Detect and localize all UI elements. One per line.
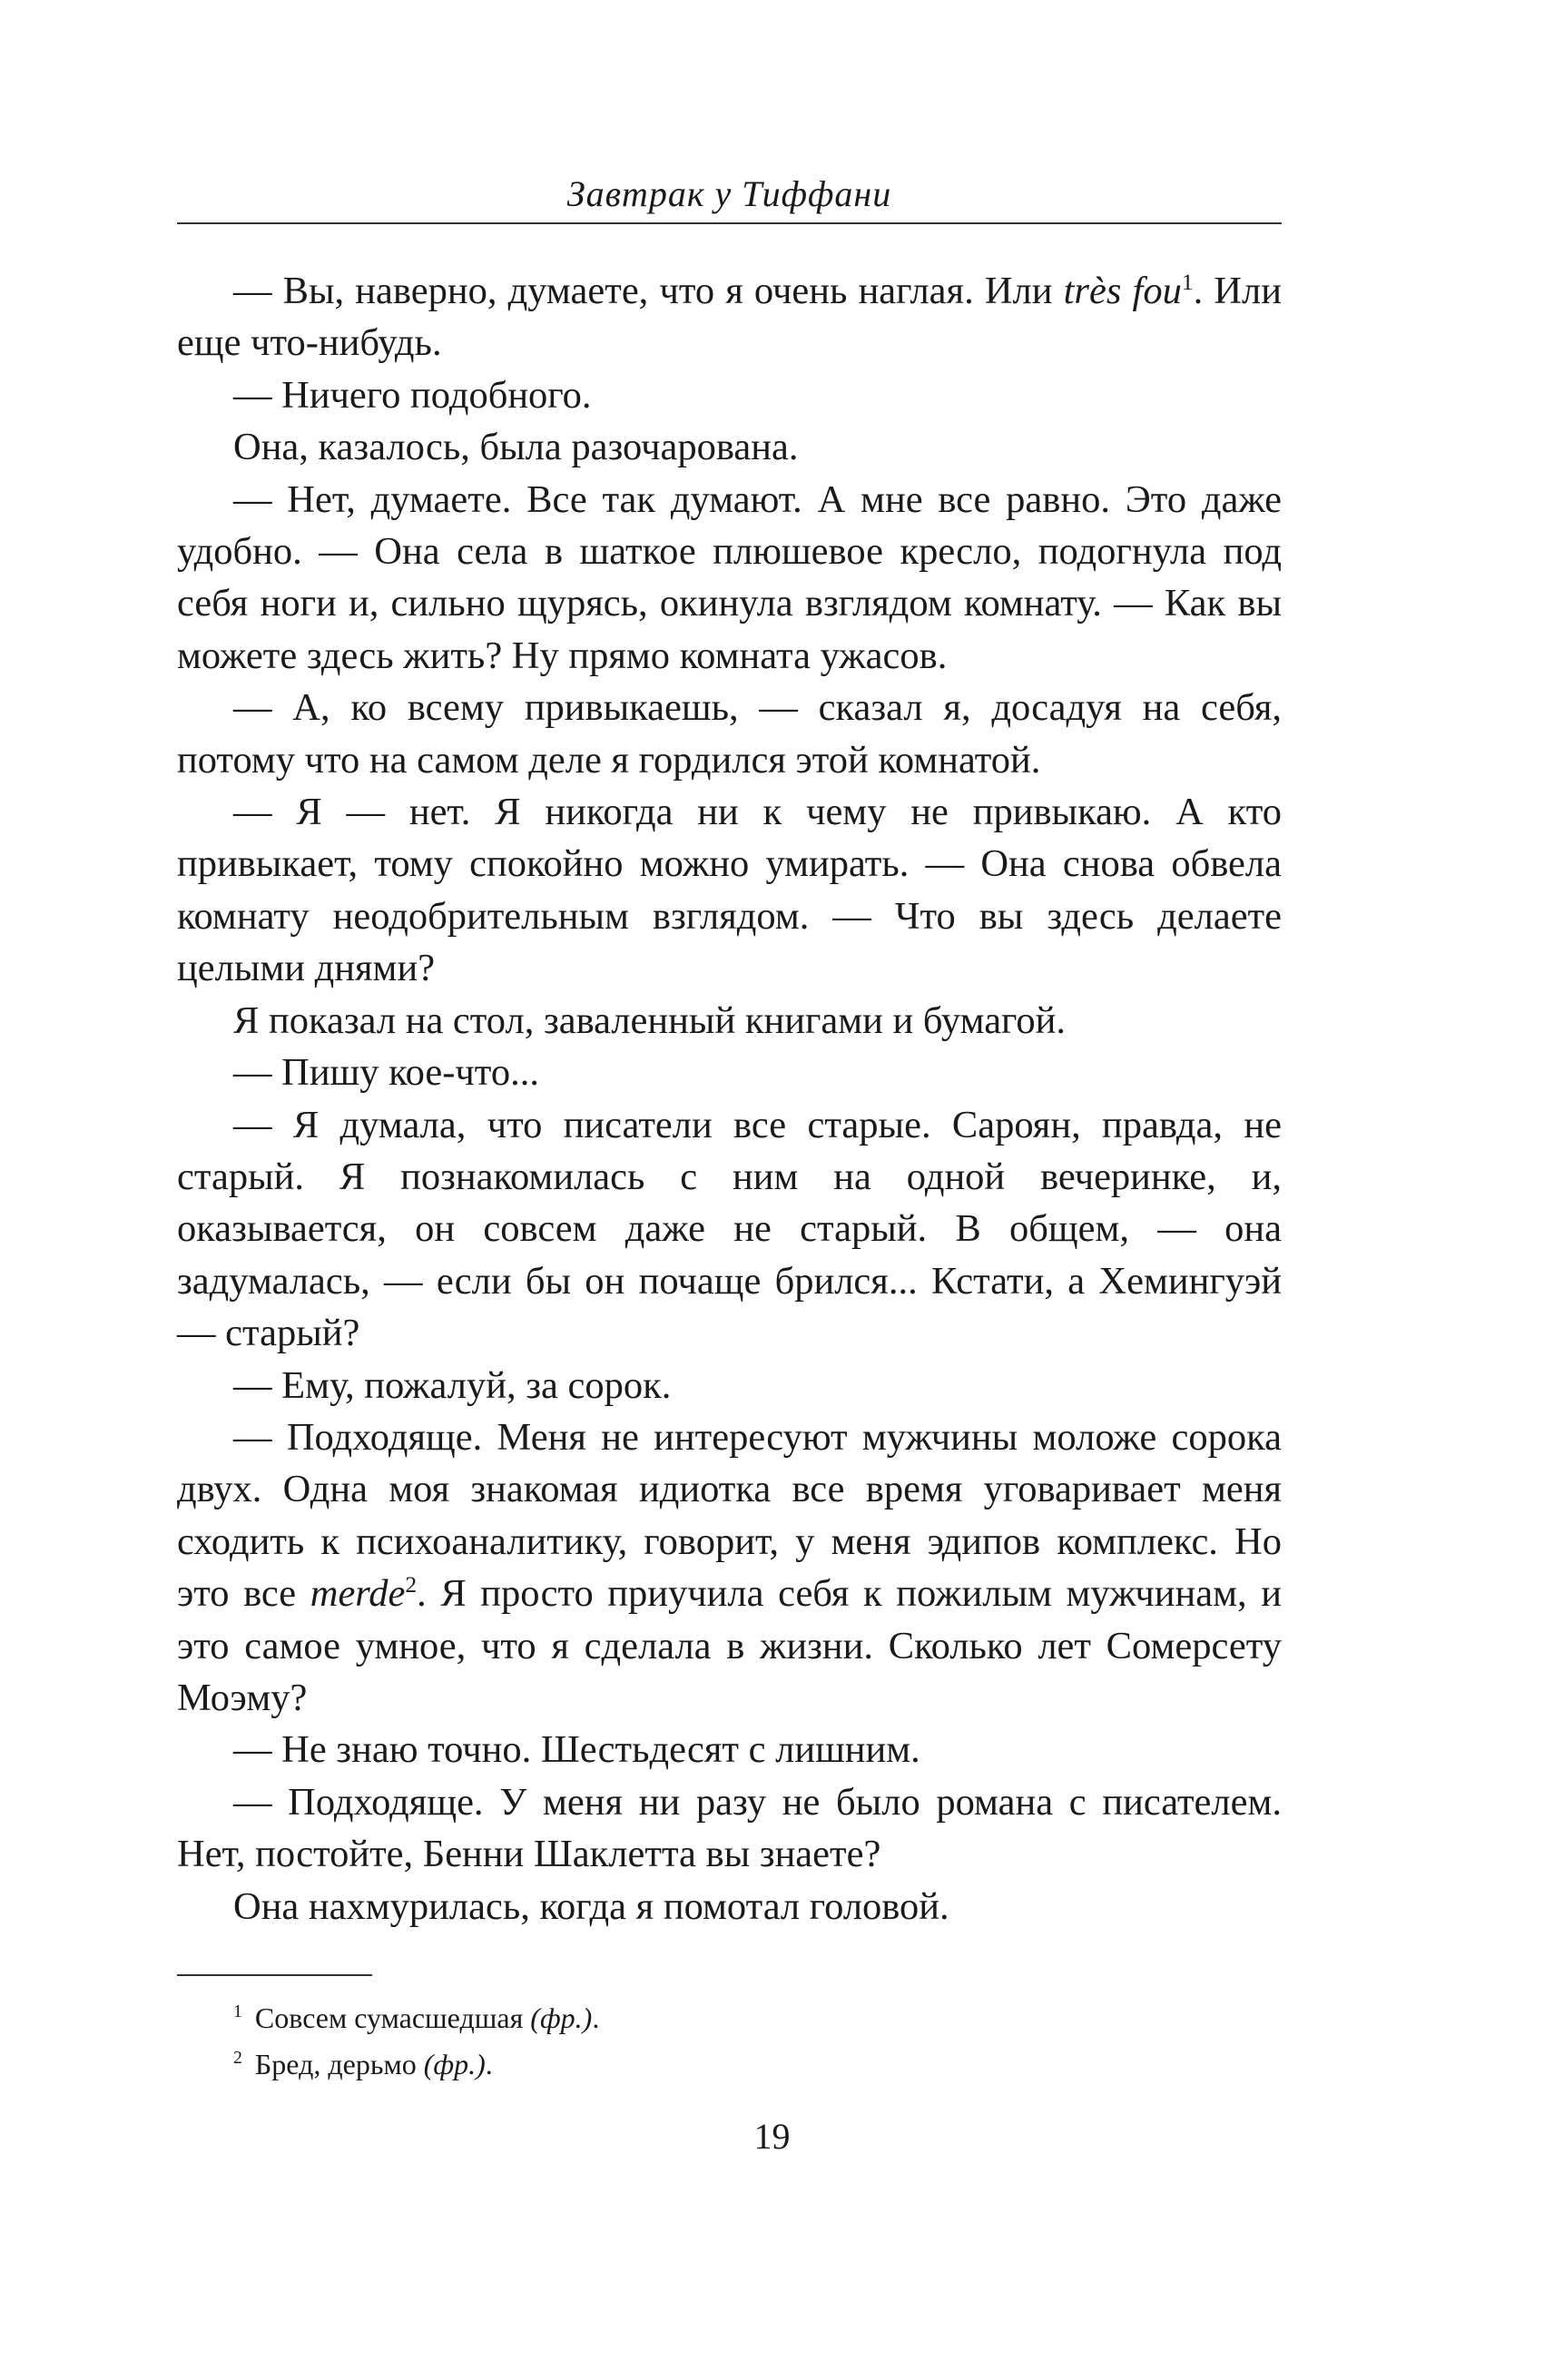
paragraph: — Я думала, что писатели все старые. Сароян, правда, не старый. Я познакомилась с ним на одной вечеринке, и, оказывается, он совсем даже не старый. В общем, — она задумалась, — если бы он почаще брился... Кстати, а Хемингуэй — старый? xyxy=(177,1103,1282,1355)
paragraph: — Не знаю точно. Шестьдесят с лишним. xyxy=(233,1728,920,1772)
footnote-ref: 2 xyxy=(405,1571,418,1598)
header-rule xyxy=(177,222,1282,224)
footnote: $^2$ Бред, дерьмо (фр.). xyxy=(233,2048,493,2080)
paragraph: — Я — нет. Я никогда ни к чему не привыкаю. А кто привыкает, тому спокойно можно умирать. — Она снова обвела комнату неодобрительным взглядом. — Что вы здесь делаете целыми днями? xyxy=(177,791,1282,990)
paragraph: — Подходяще. У меня ни разу не было романа с писателем. Нет, постойте, Бенни Шаклетта вы знаете? xyxy=(177,1780,1282,1876)
running-head: Завтрак у Тиффани xyxy=(566,173,892,214)
paragraph: — Нет, думаете. Все так думают. А мне все равно. Это даже удобно. — Она села в шаткое плюшевое кресло, подогнула под себя ноги и, сильно щурясь, окинула взглядом комнату. — Как вы можете здесь жить? Ну прямо комната ужасов. xyxy=(177,477,1282,677)
foreign-phrase: très fou xyxy=(1063,270,1182,312)
paragraph: — Пишу кое-что... xyxy=(233,1051,539,1095)
paragraph: — А, ко всему привыкаешь, — сказал я, досадуя на себя, потому что на самом деле я гордился этой комнатой. xyxy=(177,686,1282,782)
paragraph: — Подходяще. Меня не интересуют мужчины моложе сорока двух. Одна моя знакомая идиотка все время уговаривает меня сходить к психоаналитику, говорит, у меня эдипов комплекс. Но это все merde$^2$. Я просто приучила себя к пожилым мужчинам, и это самое умное, что я сделала в жизни. Сколько лет Сомерсету Моэму? xyxy=(177,1415,1282,1719)
foreign-phrase: merde xyxy=(310,1572,406,1616)
page-number: 19 xyxy=(753,2116,791,2157)
footnotes xyxy=(233,1995,599,2088)
paragraph: Она, казалось, была разочарована. xyxy=(233,426,799,469)
footnote-ref: 1 xyxy=(1181,268,1194,295)
paragraph: Она нахмурилась, когда я помотал головой. xyxy=(233,1884,949,1928)
paragraph: — Вы, наверно, думаете, что я очень наглая. Или très fou$^1$. Или еще что-нибудь. xyxy=(177,268,1282,365)
footnote: $^1$ Совсем сумасшедшая (фр.). xyxy=(233,2001,600,2034)
paragraph: Я показал на стол, заваленный книгами и бумагой. xyxy=(233,998,1067,1042)
paragraph: — Ему, пожалуй, за сорок. xyxy=(233,1363,672,1407)
paragraph: — Ничего подобного. xyxy=(233,373,592,417)
body-text xyxy=(177,265,1282,1933)
footnote-rule xyxy=(177,1974,372,1976)
